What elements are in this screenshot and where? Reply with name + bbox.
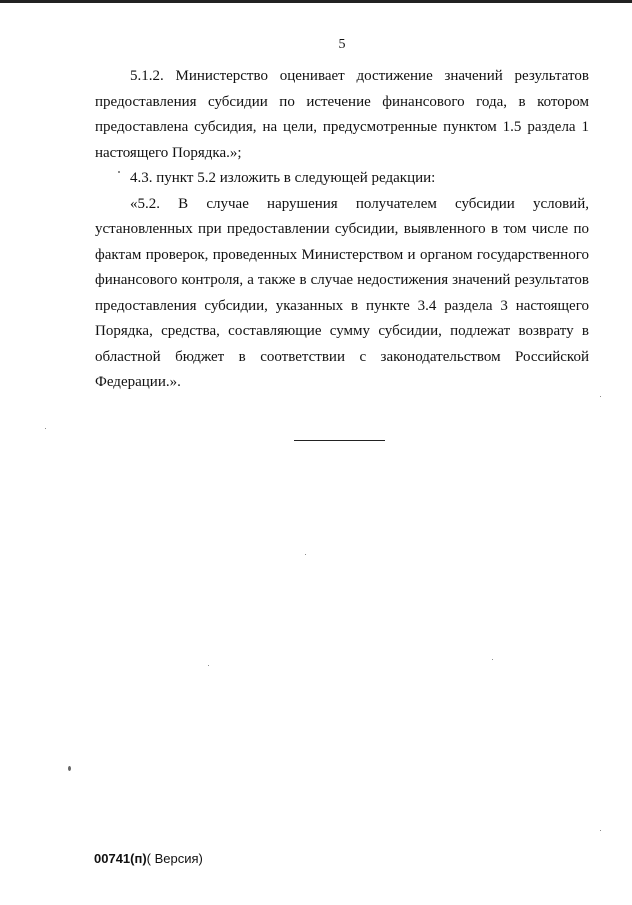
document-body [95,64,589,396]
document-version: ( Версия) [146,851,203,866]
separator-line [294,440,385,441]
scan-speck [68,766,71,771]
scan-speck [600,396,601,397]
document-code: 00741(п) [94,851,147,866]
scan-speck [118,171,120,173]
document-footer [94,851,203,866]
scan-speck [492,659,493,660]
scan-speck [305,554,306,555]
scan-speck [600,830,601,831]
paragraph-4-3: 4.3. пункт 5.2 изложить в следующей редакции: [130,170,436,186]
paragraph-5-1-2: 5.1.2. Министерство оценивает достижение значений результатов предоставления субсидии по истечение финансового года, в котором предоставлена субсидия, на цели, предусмотренные пунктом 1.5 раздела 1 настоящего Порядка.»; [95,68,589,161]
page-top-edge [0,0,632,3]
page-number: 5 [338,37,346,52]
scan-speck [208,665,209,666]
paragraph-5-2: «5.2. В случае нарушения получателем субсидии условий, установленных при предоставлении субсидии, выявленного в том числе по фактам проверок, проведенных Министерством и органом государственного финансового контроля, а также в случае недостижения значений результатов предоставления субсидии, указанных в пункте 3.4 раздела 3 настоящего Порядка, средства, составляющие сумму субсидии, подлежат возврату в областной бюджет в соответствии с законодательством Российской Федерации.». [95,195,589,390]
scan-speck [45,428,46,429]
